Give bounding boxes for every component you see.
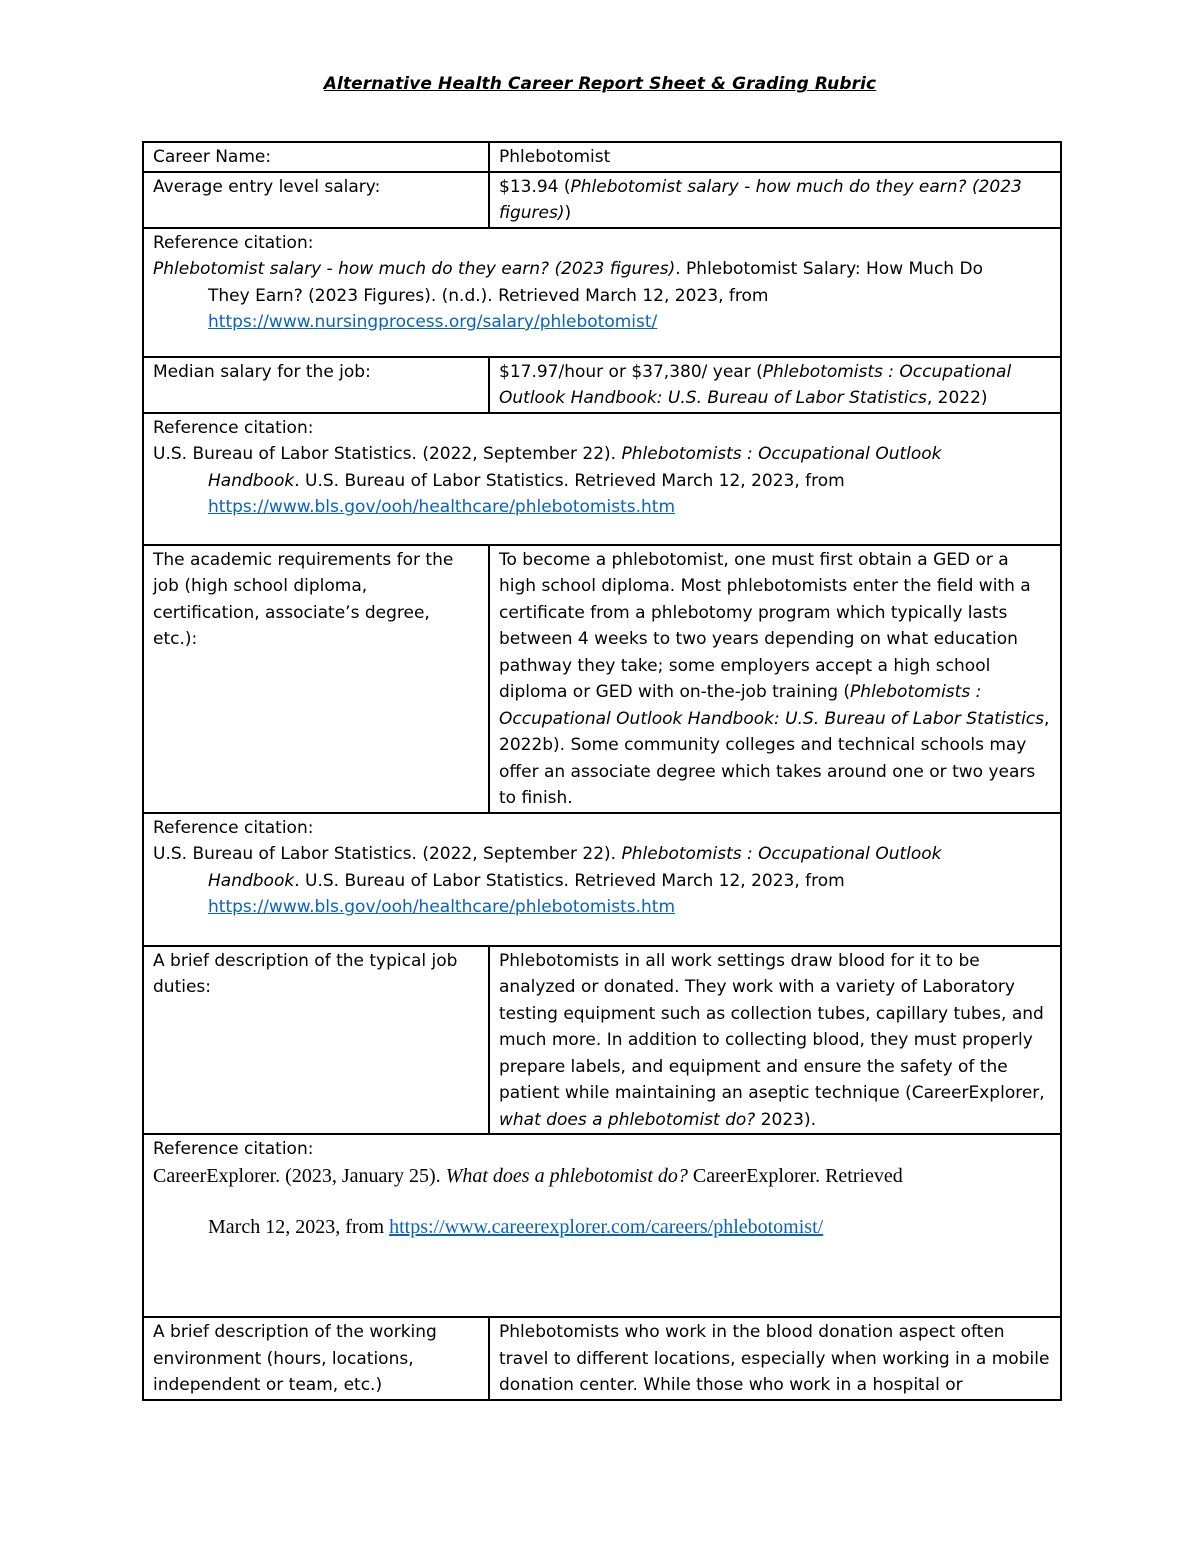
bls-link[interactable]: https://www.bls.gov/ooh/healthcare/phlebotomists.htm bbox=[208, 897, 676, 917]
median-salary-row bbox=[143, 357, 1061, 413]
reference-row-3 bbox=[143, 813, 1061, 946]
duties-label: A brief description of the typical job duties: bbox=[143, 946, 489, 1135]
nursingprocess-link[interactable]: https://www.nursingprocess.org/salary/phlebotomist/ bbox=[208, 312, 658, 332]
reference-heading: Reference citation: bbox=[153, 232, 314, 253]
reference-citation-1: Reference citation: Phlebotomist salary - how much do they earn? (2023 figures). Phlebotomist Salary: How Much Do They Earn? (2023 Figures). (n.d.). Retrieved March 12, 2023, from https://www.nursingprocess.org/salary/phlebotomist/ bbox=[143, 228, 1061, 357]
entry-salary-row bbox=[143, 172, 1061, 228]
reference-row-2 bbox=[143, 413, 1061, 545]
reference-heading: Reference citation: bbox=[153, 417, 314, 438]
reference-citation-2: Reference citation: U.S. Bureau of Labor Statistics. (2022, September 22). Phlebotomists : Occupational Outlook Handbook. U.S. Bureau of Labor Statistics. Retrieved March 12, 2023, from https://www.bls.gov/ooh/healthcare/phlebotomists.htm bbox=[143, 413, 1061, 545]
academic-label: The academic requirements for the job (high school diploma, certification, associate’s degree, etc.): bbox=[143, 545, 489, 813]
reference-citation-4: Reference citation: CareerExplorer. (2023, January 25). What does a phlebotomist do? CareerExplorer. Retrieved March 12, 2023, from https://www.careerexplorer.com/careers/phlebotomist/ bbox=[143, 1134, 1061, 1317]
median-salary-value: $17.97/hour or $37,380/ year (Phlebotomists : Occupational Outlook Handbook: U.S. Bureau of Labor Statistics, 2022) bbox=[489, 357, 1061, 413]
median-salary-label: Median salary for the job: bbox=[143, 357, 489, 413]
academic-row bbox=[143, 545, 1061, 813]
reference-heading: Reference citation: bbox=[153, 817, 314, 838]
career-value: Phlebotomist bbox=[489, 142, 1061, 172]
career-label: Career Name: bbox=[143, 142, 489, 172]
duties-row bbox=[143, 946, 1061, 1135]
reference-row-1 bbox=[143, 228, 1061, 357]
environment-label: A brief description of the working environment (hours, locations, independent or team, etc.) bbox=[143, 1317, 489, 1400]
career-row bbox=[143, 142, 1061, 172]
reference-heading: Reference citation: bbox=[153, 1139, 314, 1159]
entry-salary-label: Average entry level salary: bbox=[143, 172, 489, 228]
reference-citation-3: Reference citation: U.S. Bureau of Labor Statistics. (2022, September 22). Phlebotomists : Occupational Outlook Handbook. U.S. Bureau of Labor Statistics. Retrieved March 12, 2023, from https://www.bls.gov/ooh/healthcare/phlebotomists.htm bbox=[143, 813, 1061, 946]
environment-row bbox=[143, 1317, 1061, 1400]
careerexplorer-link[interactable]: https://www.careerexplorer.com/careers/phlebotomist/ bbox=[389, 1215, 824, 1238]
duties-value: Phlebotomists in all work settings draw blood for it to be analyzed or donated. They work with a variety of Laboratory testing equipment such as collection tubes, capillary tubes, and much more. In addition to collecting blood, they must properly prepare labels, and equipment and ensure the safety of the patient while maintaining an aseptic technique (CareerExplorer, what does a phlebotomist do? 2023). bbox=[489, 946, 1061, 1135]
environment-value: Phlebotomists who work in the blood donation aspect often travel to different locations, especially when working in a mobile donation center. While those who work in a hospital or bbox=[489, 1317, 1061, 1400]
report-table bbox=[142, 141, 1062, 1401]
academic-value: To become a phlebotomist, one must first obtain a GED or a high school diploma. Most phlebotomists enter the field with a certificate from a phlebotomy program which typically lasts between 4 weeks to two years depending on what education pathway they take; some employers accept a high school diploma or GED with on-the-job training (Phlebotomists : Occupational Outlook Handbook: U.S. Bureau of Labor Statistics, 2022b). Some community colleges and technical schools may offer an associate degree which takes around one or two years to finish. bbox=[489, 545, 1061, 813]
reference-row-4 bbox=[143, 1134, 1061, 1317]
bls-link[interactable]: https://www.bls.gov/ooh/healthcare/phlebotomists.htm bbox=[208, 497, 676, 517]
page-title: Alternative Health Career Report Sheet & Grading Rubric bbox=[323, 74, 877, 94]
entry-salary-value: $13.94 (Phlebotomist salary - how much do they earn? (2023 figures)) bbox=[489, 172, 1061, 228]
